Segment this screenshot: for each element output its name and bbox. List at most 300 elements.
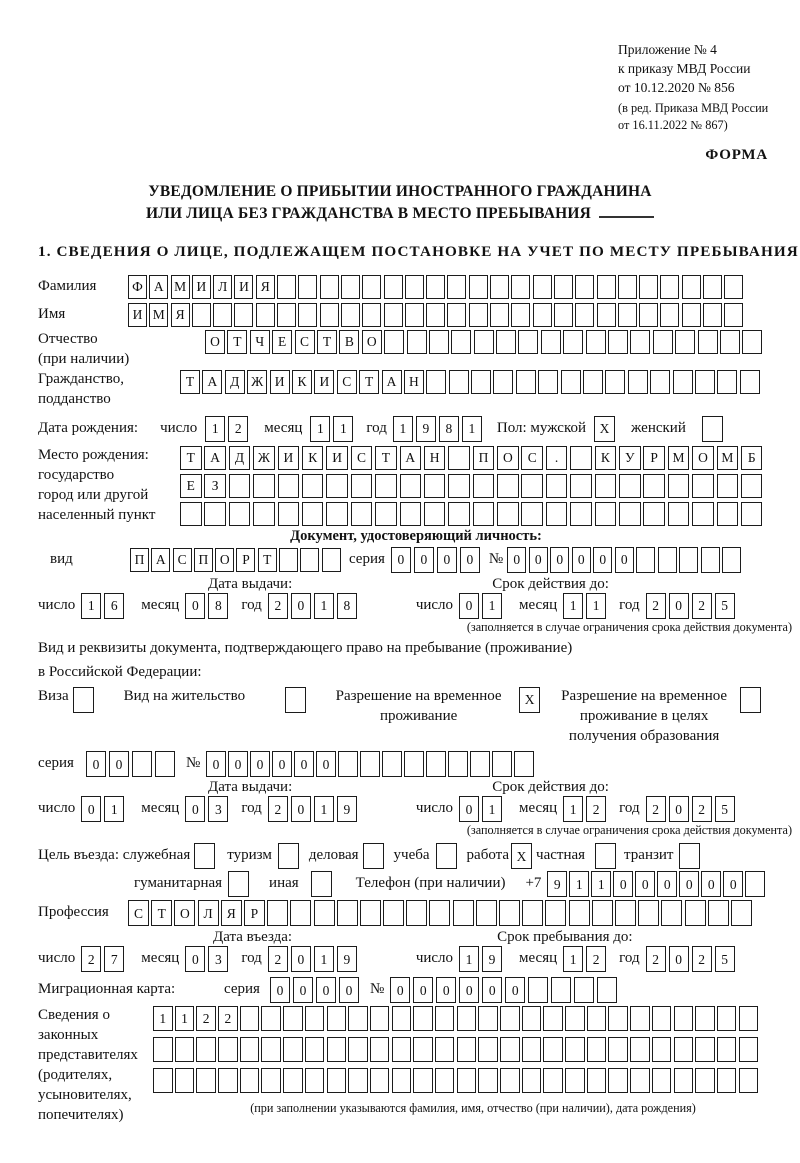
id-type-cells-cell[interactable]: П <box>194 548 213 572</box>
representatives-row1-cells-cell[interactable] <box>739 1006 759 1031</box>
birthplace-row2-cells-cell[interactable] <box>424 474 446 498</box>
representatives-row3-cells-cell[interactable] <box>413 1068 433 1093</box>
birthplace-row3-cells-cell[interactable] <box>424 502 446 526</box>
transit-checkbox-cell[interactable] <box>679 843 700 869</box>
profession-cells-cell[interactable]: Л <box>198 900 219 926</box>
patronymic-cells-cell[interactable] <box>541 330 561 354</box>
phone-cells-cell[interactable] <box>745 871 765 897</box>
phone-cells-cell[interactable]: 0 <box>635 871 655 897</box>
birthplace-row3-cells-cell[interactable] <box>473 502 495 526</box>
representatives-row2-cells-cell[interactable] <box>413 1037 433 1062</box>
mig-series-cells-cell[interactable]: 0 <box>339 977 359 1003</box>
patronymic-cells-cell[interactable]: Т <box>317 330 337 354</box>
representatives-row3-cells-cell[interactable] <box>630 1068 650 1093</box>
id-series-cells-cell[interactable]: 0 <box>460 547 480 573</box>
profession-cells-cell[interactable] <box>453 900 474 926</box>
business-checkbox-cell[interactable] <box>363 843 384 869</box>
representatives-row1-cells-cell[interactable] <box>392 1006 412 1031</box>
phone-cells-cell[interactable]: 0 <box>657 871 677 897</box>
surname-cells-cell[interactable] <box>426 275 445 299</box>
representatives-row1-cells-cell[interactable] <box>695 1006 715 1031</box>
citizenship-cells-cell[interactable] <box>583 370 603 394</box>
representatives-row2-cells-cell[interactable] <box>717 1037 737 1062</box>
res-number-cells-cell[interactable] <box>514 751 534 777</box>
mig-series-cells-cell[interactable]: 0 <box>293 977 313 1003</box>
name-cells-cell[interactable]: М <box>149 303 168 327</box>
stay-year-cells-cell[interactable]: 2 <box>692 946 712 972</box>
phone-cells-cell[interactable]: 0 <box>613 871 633 897</box>
representatives-row3-cells-cell[interactable] <box>652 1068 672 1093</box>
birthplace-row3-cells-cell[interactable] <box>180 502 202 526</box>
citizenship-cells-cell[interactable]: Т <box>359 370 379 394</box>
birthplace-row2-cells-cell[interactable] <box>400 474 422 498</box>
citizenship-cells-cell[interactable] <box>538 370 558 394</box>
representatives-row3-cells-cell[interactable] <box>305 1068 325 1093</box>
id-number-cells-cell[interactable]: 0 <box>593 547 612 573</box>
surname-cells-cell[interactable] <box>447 275 466 299</box>
representatives-row2-cells-cell[interactable] <box>240 1037 260 1062</box>
id-type-cells-cell[interactable]: Р <box>236 548 255 572</box>
birthplace-row1-cells-cell[interactable]: О <box>692 446 714 470</box>
representatives-row2-cells-cell[interactable] <box>327 1037 347 1062</box>
profession-cells-cell[interactable]: Р <box>244 900 265 926</box>
name-cells-cell[interactable] <box>426 303 445 327</box>
name-cells-cell[interactable] <box>405 303 424 327</box>
sex-male-checkbox-cell[interactable]: X <box>594 416 615 442</box>
profession-cells-cell[interactable]: С <box>128 900 149 926</box>
profession-cells-cell[interactable]: Я <box>221 900 242 926</box>
birthplace-row3-cells-cell[interactable] <box>253 502 275 526</box>
name-cells-cell[interactable] <box>575 303 594 327</box>
surname-cells-cell[interactable] <box>384 275 403 299</box>
entry-year-cells-cell[interactable]: 9 <box>337 946 357 972</box>
profession-cells-cell[interactable] <box>383 900 404 926</box>
representatives-row2-cells-cell[interactable] <box>370 1037 390 1062</box>
mig-number-cells-cell[interactable]: 0 <box>390 977 410 1003</box>
name-cells-cell[interactable] <box>597 303 616 327</box>
birthplace-row1-cells-cell[interactable]: Т <box>375 446 397 470</box>
representatives-row1-cells-cell[interactable] <box>587 1006 607 1031</box>
surname-cells-cell[interactable] <box>511 275 530 299</box>
stay-month-cells-cell[interactable]: 1 <box>563 946 583 972</box>
surname-cells-cell[interactable]: А <box>149 275 168 299</box>
profession-cells-cell[interactable] <box>314 900 335 926</box>
id-valid-year-cells-cell[interactable]: 0 <box>669 593 689 619</box>
id-valid-year-cells-cell[interactable]: 2 <box>692 593 712 619</box>
representatives-row3-cells-cell[interactable] <box>153 1068 173 1093</box>
entry-year-cells-cell[interactable]: 0 <box>291 946 311 972</box>
res-number-cells-cell[interactable] <box>492 751 512 777</box>
res-number-cells-cell[interactable] <box>338 751 358 777</box>
profession-cells-cell[interactable] <box>685 900 706 926</box>
surname-cells-cell[interactable]: Л <box>213 275 232 299</box>
representatives-row2-cells-cell[interactable] <box>435 1037 455 1062</box>
birthplace-row3-cells-cell[interactable] <box>326 502 348 526</box>
birthplace-row1-cells-cell[interactable]: С <box>521 446 543 470</box>
phone-cells-cell[interactable]: 9 <box>547 871 567 897</box>
representatives-row2-cells-cell[interactable] <box>478 1037 498 1062</box>
patronymic-cells-cell[interactable] <box>474 330 494 354</box>
name-cells-cell[interactable] <box>447 303 466 327</box>
profession-cells-cell[interactable] <box>476 900 497 926</box>
birthplace-row1-cells-cell[interactable]: Ж <box>253 446 275 470</box>
profession-cells-cell[interactable] <box>406 900 427 926</box>
res-valid-month-cells-cell[interactable]: 1 <box>563 796 583 822</box>
name-cells-cell[interactable] <box>511 303 530 327</box>
res-number-cells-cell[interactable] <box>404 751 424 777</box>
name-cells-cell[interactable]: Я <box>171 303 190 327</box>
representatives-row3-cells-cell[interactable] <box>565 1068 585 1093</box>
patronymic-cells-cell[interactable]: О <box>205 330 225 354</box>
representatives-row1-cells-cell[interactable] <box>283 1006 303 1031</box>
birthplace-row3-cells-cell[interactable] <box>229 502 251 526</box>
birthplace-row3-cells-cell[interactable] <box>619 502 641 526</box>
temp-residence-checkbox-cell[interactable]: X <box>519 687 540 713</box>
name-cells-cell[interactable] <box>469 303 488 327</box>
surname-cells-cell[interactable] <box>575 275 594 299</box>
id-valid-month-cells-cell[interactable]: 1 <box>586 593 606 619</box>
birthplace-row1-cells-cell[interactable]: К <box>595 446 617 470</box>
citizenship-cells-cell[interactable]: К <box>292 370 312 394</box>
id-valid-day-cells-cell[interactable]: 0 <box>459 593 479 619</box>
id-issue-month-cells-cell[interactable]: 8 <box>208 593 228 619</box>
patronymic-cells-cell[interactable] <box>653 330 673 354</box>
birthplace-row2-cells-cell[interactable] <box>473 474 495 498</box>
mig-number-cells-cell[interactable] <box>574 977 594 1003</box>
birthplace-row3-cells-cell[interactable] <box>717 502 739 526</box>
res-valid-day-cells-cell[interactable]: 1 <box>482 796 502 822</box>
birth-year-cells-cell[interactable]: 1 <box>462 416 482 442</box>
surname-cells-cell[interactable] <box>298 275 317 299</box>
surname-cells-cell[interactable] <box>341 275 360 299</box>
representatives-row3-cells-cell[interactable] <box>717 1068 737 1093</box>
birthplace-row2-cells-cell[interactable] <box>351 474 373 498</box>
birthplace-row2-cells-cell[interactable]: Е <box>180 474 202 498</box>
stay-year-cells-cell[interactable]: 0 <box>669 946 689 972</box>
id-issue-year-cells-cell[interactable]: 1 <box>314 593 334 619</box>
res-valid-year-cells-cell[interactable]: 2 <box>692 796 712 822</box>
birthplace-row2-cells-cell[interactable] <box>497 474 519 498</box>
id-issue-month-cells-cell[interactable]: 0 <box>185 593 205 619</box>
representatives-row3-cells-cell[interactable] <box>478 1068 498 1093</box>
patronymic-cells-cell[interactable] <box>720 330 740 354</box>
id-type-cells-cell[interactable]: А <box>151 548 170 572</box>
res-valid-year-cells-cell[interactable]: 0 <box>669 796 689 822</box>
birthplace-row2-cells-cell[interactable] <box>643 474 665 498</box>
res-number-cells-cell[interactable]: 0 <box>272 751 292 777</box>
res-valid-month-cells-cell[interactable]: 2 <box>586 796 606 822</box>
birthplace-row2-cells-cell[interactable] <box>375 474 397 498</box>
citizenship-cells-cell[interactable]: И <box>314 370 334 394</box>
surname-cells-cell[interactable] <box>320 275 339 299</box>
phone-cells-cell[interactable]: 0 <box>701 871 721 897</box>
id-series-cells-cell[interactable]: 0 <box>437 547 457 573</box>
name-cells-cell[interactable] <box>724 303 743 327</box>
representatives-row1-cells-cell[interactable]: 2 <box>196 1006 216 1031</box>
id-issue-day-cells-cell[interactable]: 1 <box>81 593 101 619</box>
representatives-row1-cells-cell[interactable] <box>240 1006 260 1031</box>
citizenship-cells-cell[interactable]: Д <box>225 370 245 394</box>
birth-month-cells-cell[interactable]: 1 <box>333 416 353 442</box>
surname-cells-cell[interactable] <box>362 275 381 299</box>
res-series-cells-cell[interactable]: 0 <box>86 751 106 777</box>
birthplace-row1-cells-cell[interactable] <box>448 446 470 470</box>
representatives-row3-cells-cell[interactable] <box>500 1068 520 1093</box>
profession-cells-cell[interactable] <box>499 900 520 926</box>
official-checkbox-cell[interactable] <box>194 843 215 869</box>
patronymic-cells-cell[interactable] <box>698 330 718 354</box>
study-checkbox-cell[interactable] <box>436 843 457 869</box>
representatives-row2-cells-cell[interactable] <box>674 1037 694 1062</box>
representatives-row3-cells-cell[interactable] <box>587 1068 607 1093</box>
res-valid-day-cells-cell[interactable]: 0 <box>459 796 479 822</box>
res-number-cells-cell[interactable] <box>426 751 446 777</box>
birthplace-row3-cells-cell[interactable] <box>497 502 519 526</box>
res-issue-month-cells-cell[interactable]: 3 <box>208 796 228 822</box>
surname-cells-cell[interactable] <box>660 275 679 299</box>
birth-day-cells-cell[interactable]: 2 <box>228 416 248 442</box>
representatives-row1-cells-cell[interactable]: 2 <box>218 1006 238 1031</box>
stay-year-cells-cell[interactable]: 2 <box>646 946 666 972</box>
representatives-row2-cells-cell[interactable] <box>608 1037 628 1062</box>
representatives-row2-cells-cell[interactable] <box>739 1037 759 1062</box>
id-series-cells-cell[interactable]: 0 <box>414 547 434 573</box>
res-issue-year-cells-cell[interactable]: 2 <box>268 796 288 822</box>
representatives-row2-cells-cell[interactable] <box>522 1037 542 1062</box>
citizenship-cells-cell[interactable] <box>516 370 536 394</box>
name-cells-cell[interactable] <box>298 303 317 327</box>
birthplace-row3-cells-cell[interactable] <box>521 502 543 526</box>
entry-year-cells-cell[interactable]: 2 <box>268 946 288 972</box>
representatives-row1-cells-cell[interactable]: 1 <box>153 1006 173 1031</box>
birthplace-row1-cells-cell[interactable]: А <box>204 446 226 470</box>
patronymic-cells-cell[interactable]: О <box>362 330 382 354</box>
id-valid-year-cells-cell[interactable]: 5 <box>715 593 735 619</box>
phone-cells-cell[interactable]: 0 <box>723 871 743 897</box>
representatives-row2-cells-cell[interactable] <box>565 1037 585 1062</box>
name-cells-cell[interactable] <box>618 303 637 327</box>
citizenship-cells-cell[interactable] <box>449 370 469 394</box>
name-cells-cell[interactable] <box>660 303 679 327</box>
birthplace-row1-cells-cell[interactable]: М <box>668 446 690 470</box>
representatives-row2-cells-cell[interactable] <box>261 1037 281 1062</box>
patronymic-cells-cell[interactable] <box>675 330 695 354</box>
profession-cells-cell[interactable] <box>731 900 752 926</box>
profession-cells-cell[interactable] <box>592 900 613 926</box>
patronymic-cells-cell[interactable] <box>429 330 449 354</box>
name-cells-cell[interactable] <box>682 303 701 327</box>
profession-cells-cell[interactable] <box>661 900 682 926</box>
birthplace-row3-cells-cell[interactable] <box>546 502 568 526</box>
mig-number-cells-cell[interactable]: 0 <box>436 977 456 1003</box>
representatives-row2-cells-cell[interactable] <box>587 1037 607 1062</box>
res-series-cells-cell[interactable] <box>132 751 152 777</box>
entry-month-cells-cell[interactable]: 3 <box>208 946 228 972</box>
citizenship-cells-cell[interactable] <box>628 370 648 394</box>
entry-day-cells-cell[interactable]: 2 <box>81 946 101 972</box>
birthplace-row1-cells-cell[interactable]: Д <box>229 446 251 470</box>
representatives-row2-cells-cell[interactable] <box>630 1037 650 1062</box>
birthplace-row1-cells-cell[interactable]: Н <box>424 446 446 470</box>
birth-month-cells-cell[interactable]: 1 <box>310 416 330 442</box>
representatives-row2-cells-cell[interactable] <box>652 1037 672 1062</box>
birthplace-row3-cells-cell[interactable] <box>400 502 422 526</box>
citizenship-cells-cell[interactable] <box>673 370 693 394</box>
birthplace-row1-cells-cell[interactable]: Р <box>643 446 665 470</box>
id-type-cells-cell[interactable]: О <box>215 548 234 572</box>
representatives-row3-cells-cell[interactable] <box>435 1068 455 1093</box>
representatives-row3-cells-cell[interactable] <box>739 1068 759 1093</box>
res-number-cells-cell[interactable] <box>360 751 380 777</box>
res-valid-year-cells-cell[interactable]: 2 <box>646 796 666 822</box>
birthplace-row1-cells-cell[interactable]: . <box>546 446 568 470</box>
id-issue-year-cells-cell[interactable]: 2 <box>268 593 288 619</box>
mig-number-cells-cell[interactable]: 0 <box>413 977 433 1003</box>
representatives-row1-cells-cell[interactable] <box>261 1006 281 1031</box>
tourism-checkbox-cell[interactable] <box>278 843 299 869</box>
birthplace-row3-cells-cell[interactable] <box>692 502 714 526</box>
citizenship-cells-cell[interactable]: И <box>270 370 290 394</box>
representatives-row1-cells-cell[interactable] <box>327 1006 347 1031</box>
mig-number-cells-cell[interactable] <box>597 977 617 1003</box>
id-number-cells-cell[interactable] <box>679 547 698 573</box>
birthplace-row3-cells-cell[interactable] <box>595 502 617 526</box>
birthplace-row1-cells-cell[interactable]: И <box>326 446 348 470</box>
birthplace-row2-cells-cell[interactable] <box>546 474 568 498</box>
surname-cells-cell[interactable]: И <box>192 275 211 299</box>
entry-year-cells-cell[interactable]: 1 <box>314 946 334 972</box>
patronymic-cells-cell[interactable]: Т <box>227 330 247 354</box>
representatives-row3-cells-cell[interactable] <box>608 1068 628 1093</box>
birthplace-row2-cells-cell[interactable] <box>570 474 592 498</box>
birthplace-row1-cells-cell[interactable]: С <box>351 446 373 470</box>
patronymic-cells-cell[interactable] <box>384 330 404 354</box>
id-number-cells-cell[interactable] <box>658 547 677 573</box>
id-type-cells-cell[interactable]: С <box>173 548 192 572</box>
patronymic-cells-cell[interactable] <box>451 330 471 354</box>
birthplace-row3-cells-cell[interactable] <box>375 502 397 526</box>
name-cells-cell[interactable] <box>384 303 403 327</box>
patronymic-cells-cell[interactable] <box>630 330 650 354</box>
stay-day-cells-cell[interactable]: 1 <box>459 946 479 972</box>
name-cells-cell[interactable] <box>234 303 253 327</box>
entry-day-cells-cell[interactable]: 7 <box>104 946 124 972</box>
res-number-cells-cell[interactable] <box>382 751 402 777</box>
phone-cells-cell[interactable]: 0 <box>679 871 699 897</box>
representatives-row3-cells-cell[interactable] <box>674 1068 694 1093</box>
profession-cells-cell[interactable] <box>360 900 381 926</box>
id-issue-day-cells-cell[interactable]: 6 <box>104 593 124 619</box>
res-issue-year-cells-cell[interactable]: 9 <box>337 796 357 822</box>
representatives-row2-cells-cell[interactable] <box>283 1037 303 1062</box>
surname-cells-cell[interactable] <box>639 275 658 299</box>
res-issue-month-cells-cell[interactable]: 0 <box>185 796 205 822</box>
birth-year-cells-cell[interactable]: 8 <box>439 416 459 442</box>
representatives-row3-cells-cell[interactable] <box>283 1068 303 1093</box>
res-issue-day-cells-cell[interactable]: 1 <box>104 796 124 822</box>
birthplace-row1-cells-cell[interactable]: И <box>278 446 300 470</box>
patronymic-cells-cell[interactable]: С <box>295 330 315 354</box>
id-valid-day-cells-cell[interactable]: 1 <box>482 593 502 619</box>
profession-cells-cell[interactable] <box>429 900 450 926</box>
profession-cells-cell[interactable] <box>522 900 543 926</box>
representatives-row2-cells-cell[interactable] <box>153 1037 173 1062</box>
surname-cells-cell[interactable] <box>469 275 488 299</box>
mig-number-cells-cell[interactable] <box>551 977 571 1003</box>
name-cells-cell[interactable] <box>277 303 296 327</box>
mig-number-cells-cell[interactable] <box>528 977 548 1003</box>
patronymic-cells-cell[interactable] <box>742 330 762 354</box>
birthplace-row2-cells-cell[interactable] <box>619 474 641 498</box>
citizenship-cells-cell[interactable]: Ж <box>247 370 267 394</box>
representatives-row2-cells-cell[interactable] <box>500 1037 520 1062</box>
profession-cells-cell[interactable] <box>569 900 590 926</box>
res-valid-year-cells-cell[interactable]: 5 <box>715 796 735 822</box>
res-series-cells-cell[interactable] <box>155 751 175 777</box>
birthplace-row2-cells-cell[interactable] <box>278 474 300 498</box>
representatives-row3-cells-cell[interactable] <box>370 1068 390 1093</box>
id-type-cells-cell[interactable]: Т <box>258 548 277 572</box>
surname-cells-cell[interactable] <box>533 275 552 299</box>
res-number-cells-cell[interactable]: 0 <box>228 751 248 777</box>
birthplace-row2-cells-cell[interactable]: З <box>204 474 226 498</box>
patronymic-cells-cell[interactable] <box>496 330 516 354</box>
profession-cells-cell[interactable] <box>545 900 566 926</box>
surname-cells-cell[interactable] <box>724 275 743 299</box>
mig-series-cells-cell[interactable]: 0 <box>270 977 290 1003</box>
representatives-row2-cells-cell[interactable] <box>196 1037 216 1062</box>
id-number-cells-cell[interactable]: 0 <box>550 547 569 573</box>
name-cells-cell[interactable] <box>256 303 275 327</box>
surname-cells-cell[interactable] <box>618 275 637 299</box>
birthplace-row3-cells-cell[interactable] <box>741 502 763 526</box>
representatives-row3-cells-cell[interactable] <box>522 1068 542 1093</box>
name-cells-cell[interactable] <box>192 303 211 327</box>
res-number-cells-cell[interactable]: 0 <box>294 751 314 777</box>
entry-month-cells-cell[interactable]: 0 <box>185 946 205 972</box>
surname-cells-cell[interactable]: Я <box>256 275 275 299</box>
birthplace-row3-cells-cell[interactable] <box>302 502 324 526</box>
mig-series-cells-cell[interactable]: 0 <box>316 977 336 1003</box>
representatives-row1-cells-cell[interactable] <box>457 1006 477 1031</box>
citizenship-cells-cell[interactable] <box>650 370 670 394</box>
citizenship-cells-cell[interactable] <box>471 370 491 394</box>
res-number-cells-cell[interactable] <box>448 751 468 777</box>
birthplace-row2-cells-cell[interactable] <box>692 474 714 498</box>
birth-day-cells-cell[interactable]: 1 <box>205 416 225 442</box>
citizenship-cells-cell[interactable] <box>561 370 581 394</box>
citizenship-cells-cell[interactable]: А <box>202 370 222 394</box>
birthplace-row3-cells-cell[interactable] <box>351 502 373 526</box>
representatives-row2-cells-cell[interactable] <box>695 1037 715 1062</box>
birthplace-row2-cells-cell[interactable] <box>595 474 617 498</box>
id-number-cells-cell[interactable] <box>636 547 655 573</box>
citizenship-cells-cell[interactable] <box>426 370 446 394</box>
name-cells-cell[interactable]: И <box>128 303 147 327</box>
patronymic-cells-cell[interactable] <box>407 330 427 354</box>
birthplace-row1-cells-cell[interactable]: О <box>497 446 519 470</box>
birthplace-row2-cells-cell[interactable] <box>253 474 275 498</box>
surname-cells-cell[interactable] <box>490 275 509 299</box>
citizenship-cells-cell[interactable] <box>740 370 760 394</box>
id-number-cells-cell[interactable]: 0 <box>615 547 634 573</box>
id-type-cells-cell[interactable] <box>322 548 341 572</box>
birthplace-row3-cells-cell[interactable] <box>668 502 690 526</box>
id-issue-year-cells-cell[interactable]: 8 <box>337 593 357 619</box>
id-number-cells-cell[interactable]: 0 <box>572 547 591 573</box>
citizenship-cells-cell[interactable]: Т <box>180 370 200 394</box>
name-cells-cell[interactable] <box>341 303 360 327</box>
